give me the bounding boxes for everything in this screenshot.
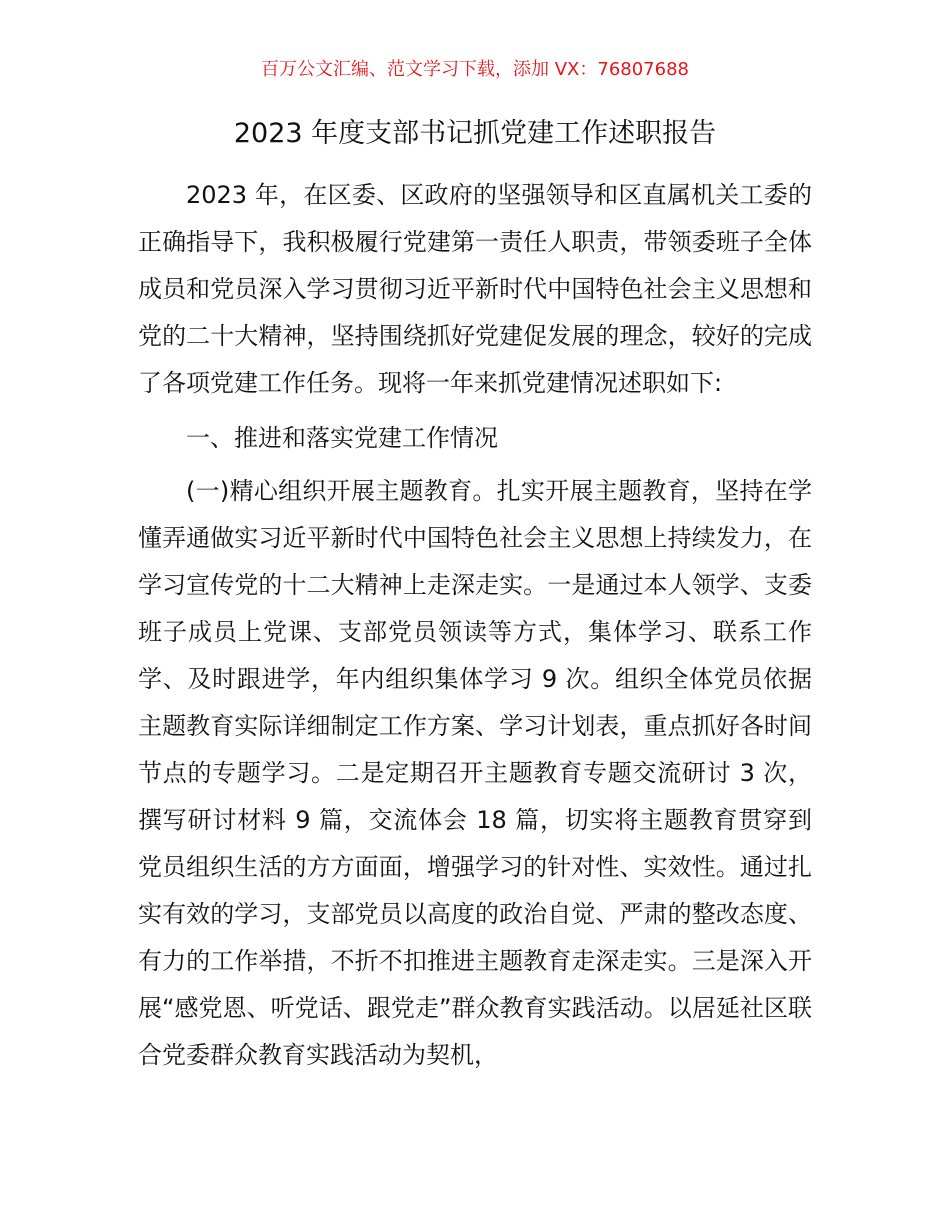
section-paragraph: (一)精心组织开展主题教育。扎实开展主题教育，坚持在学懂弄通做实习近平新时代中国特色社会主义思想上持续发力，在学习宣传党的十二大精神上走深走实。一是通过本人领学、支委班子成员上党课、支部党员领读等方式，集体学习、联系工作学、及时跟进学，年内组织集体学习 9 次。组织全体党员依据主题教育实际详细制定工作方案、学习计划表，重点抓好各时间节点的专题学习。二是定期召开主题教育专题交流研讨 3 次，撰写研讨材料 9 篇，交流体会 18 篇，切实将主题教育贯穿到党员组织生活的方方面面，增强学习的针对性、实效性。通过扎实有效的学习，支部党员以高度的政治自觉、严肃的整改态度、有力的工作举措，不折不扣推进主题教育走深走实。三是深入开展“感党恩、听党话、跟党走”群众教育实践活动。以居延社区联合党委群众教育实践活动为契机， bbox=[138, 477, 812, 1069]
section-heading: 一、推进和落实党建工作情况 bbox=[186, 424, 498, 452]
intro-paragraph: 2023 年，在区委、区政府的坚强领导和区直属机关工委的正确指导下，我积极履行党建第一责任人职责，带领委班子全体成员和党员深入学习贯彻习近平新时代中国特色社会主义思想和党的二十大精神，坚持围绕抓好党建促发展的理念，较好的完成了各项党建工作任务。现将一年来抓党建情况述职如下: bbox=[138, 181, 812, 397]
header-notice: 百万公文汇编、范文学习下载，添加 VX：76807688 bbox=[261, 59, 689, 80]
document-body bbox=[138, 172, 812, 1079]
document-title: 2023 年度支部书记抓党建工作述职报告 bbox=[233, 118, 717, 149]
